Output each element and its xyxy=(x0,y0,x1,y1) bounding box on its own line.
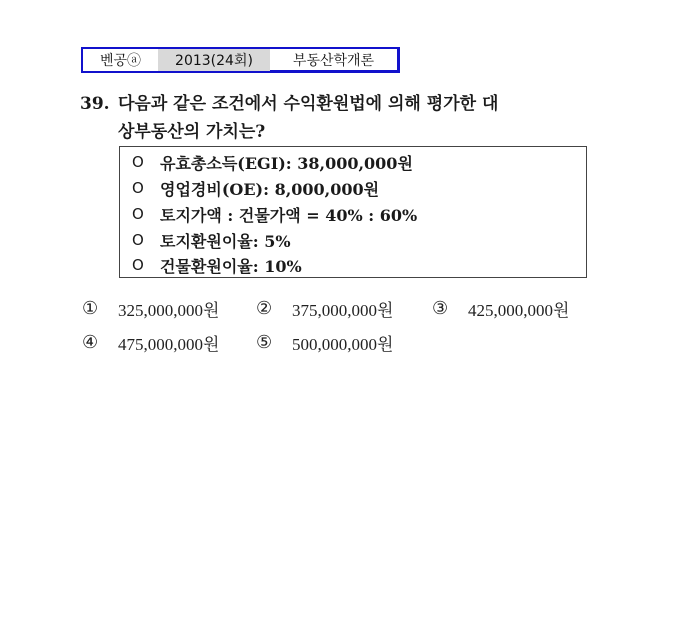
question-text xyxy=(80,90,498,146)
header-year: 2013(24회) xyxy=(158,47,270,73)
option-text: 375,000,000원 xyxy=(292,300,394,320)
bullet-circle-icon: O xyxy=(132,231,144,249)
bullet-circle-icon: O xyxy=(132,153,144,171)
option-text: 425,000,000원 xyxy=(468,300,570,320)
answer-option-5[interactable] xyxy=(256,330,393,354)
option-text: 475,000,000원 xyxy=(118,334,220,354)
condition-row xyxy=(132,175,379,201)
question-line-1: 다음과 같은 조건에서 수익환원법에 의해 평가한 대 xyxy=(118,94,499,114)
question-line-2: 상부동산의 가치는? xyxy=(118,122,266,142)
conditions-box xyxy=(119,146,587,278)
condition-text: 건물환원이율: 10% xyxy=(160,256,302,276)
option-text: 500,000,000원 xyxy=(292,334,394,354)
answer-option-4[interactable] xyxy=(82,330,219,354)
question-number: 39. xyxy=(80,94,110,114)
option-number: ① xyxy=(82,297,99,318)
option-text: 325,000,000원 xyxy=(118,300,220,320)
answer-option-2[interactable] xyxy=(256,296,393,320)
condition-row xyxy=(132,227,291,253)
exam-header xyxy=(81,47,400,73)
condition-text: 유효총소득(EGI): 38,000,000원 xyxy=(160,153,413,173)
option-number: ⑤ xyxy=(256,331,273,352)
answer-option-3[interactable] xyxy=(432,296,569,320)
option-number: ② xyxy=(256,297,273,318)
option-number: ④ xyxy=(82,331,99,352)
bullet-circle-icon: O xyxy=(132,205,144,223)
condition-row xyxy=(132,252,302,278)
answer-option-1[interactable] xyxy=(82,296,219,320)
bullet-circle-icon: O xyxy=(132,179,144,197)
header-subject: 부동산학개론 xyxy=(270,47,400,73)
condition-row xyxy=(132,201,417,227)
condition-text: 토지가액 : 건물가액 = 40% : 60% xyxy=(160,205,418,225)
condition-text: 토지환원이율: 5% xyxy=(160,231,291,251)
bullet-circle-icon: O xyxy=(132,256,144,274)
header-category: 벤공ⓐ xyxy=(81,47,158,73)
condition-row xyxy=(132,149,413,175)
option-number: ③ xyxy=(432,297,449,318)
condition-text: 영업경비(OE): 8,000,000원 xyxy=(160,179,380,199)
